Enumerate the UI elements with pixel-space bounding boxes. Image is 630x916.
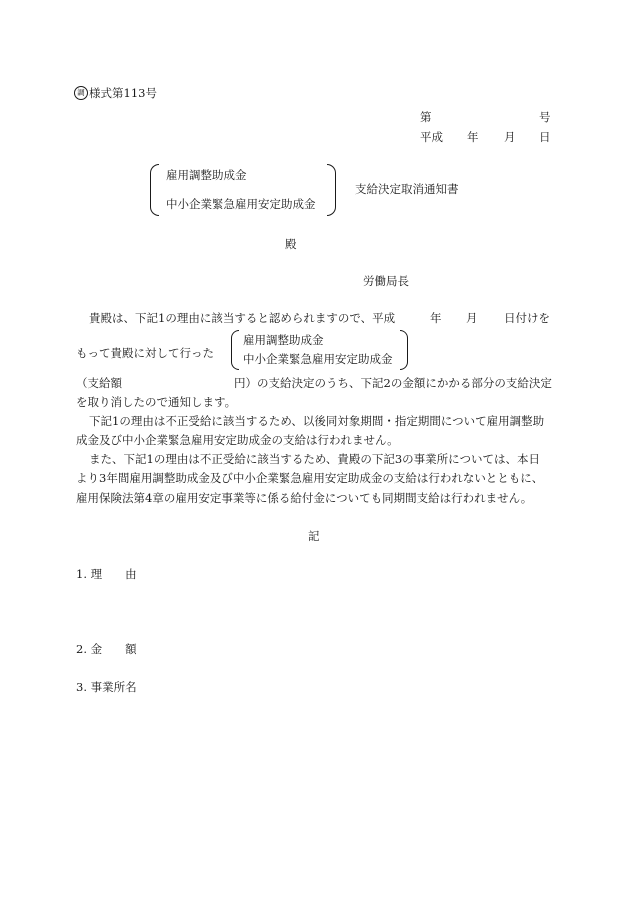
doc-number-prefix: 第 [420,110,432,124]
note-item-reason: 1. 理 由 [76,567,137,581]
document-title: 支給決定取消通知書 [355,182,459,196]
p1-line1-text: 貴殿は、下記1の理由に該当すると認められますので、平成 [89,311,396,325]
p2-line2: 成金及び中小企業緊急雇用安定助成金の支給は行われません。 [76,433,399,447]
form-number-text: 様式第113号 [89,86,157,100]
notes-heading: 記 [308,529,320,543]
p1-line4: を取り消したので通知します。 [76,395,237,409]
note-item-amount: 2. 金 額 [76,642,137,656]
title-subsidy-1: 雇用調整助成金 [166,168,247,182]
p1-line3-lead: （支給額 [76,376,122,390]
title-bracket-right [327,164,336,216]
p1-bracket-subsidy-1: 雇用調整助成金 [243,333,324,347]
title-subsidy-2: 中小企業緊急雇用安定助成金 [166,197,316,211]
p1-line2-lead: もって貴殿に対して行った [76,346,214,360]
p1-bracket-left [231,330,239,370]
addressee-honorific: 殿 [285,237,297,251]
p3-line1: また、下記1の理由は不正受給に該当するため、貴殿の下記3の事業所については、本日 [89,452,540,466]
date-day: 日 [539,130,551,144]
p2-line1: 下記1の理由は不正受給に該当するため、以後同対象期間・指定期間について雇用調整助 [89,414,545,428]
note-item-office: 3. 事業所名 [76,680,137,694]
date-era: 平成 [420,130,443,144]
date-month: 月 [504,130,516,144]
p1-bracket-subsidy-2: 中小企業緊急雇用安定助成金 [243,352,393,366]
form-mark: 調 [74,86,88,100]
p1-line1-tail: 日付けを [504,311,550,325]
date-year: 年 [467,130,479,144]
form-number [74,85,157,101]
p3-line2: より3年間雇用調整助成金及び中小企業緊急雇用安定助成金の支給は行われないとともに、 [76,471,544,485]
doc-number-suffix: 号 [539,110,551,124]
title-bracket-left [150,164,159,216]
p1-line3-tail: 円）の支給決定のうち、下記2の金額にかかる部分の支給決定 [234,376,552,390]
sender-name: 労働局長 [363,274,409,288]
p1-line1-year: 年 [430,311,442,325]
p1-bracket-right [400,330,408,370]
p3-line3: 雇用保険法第4章の雇用安定事業等に係る給付金についても同期間支給は行われません。 [76,491,533,505]
p1-line1-month: 月 [466,311,478,325]
